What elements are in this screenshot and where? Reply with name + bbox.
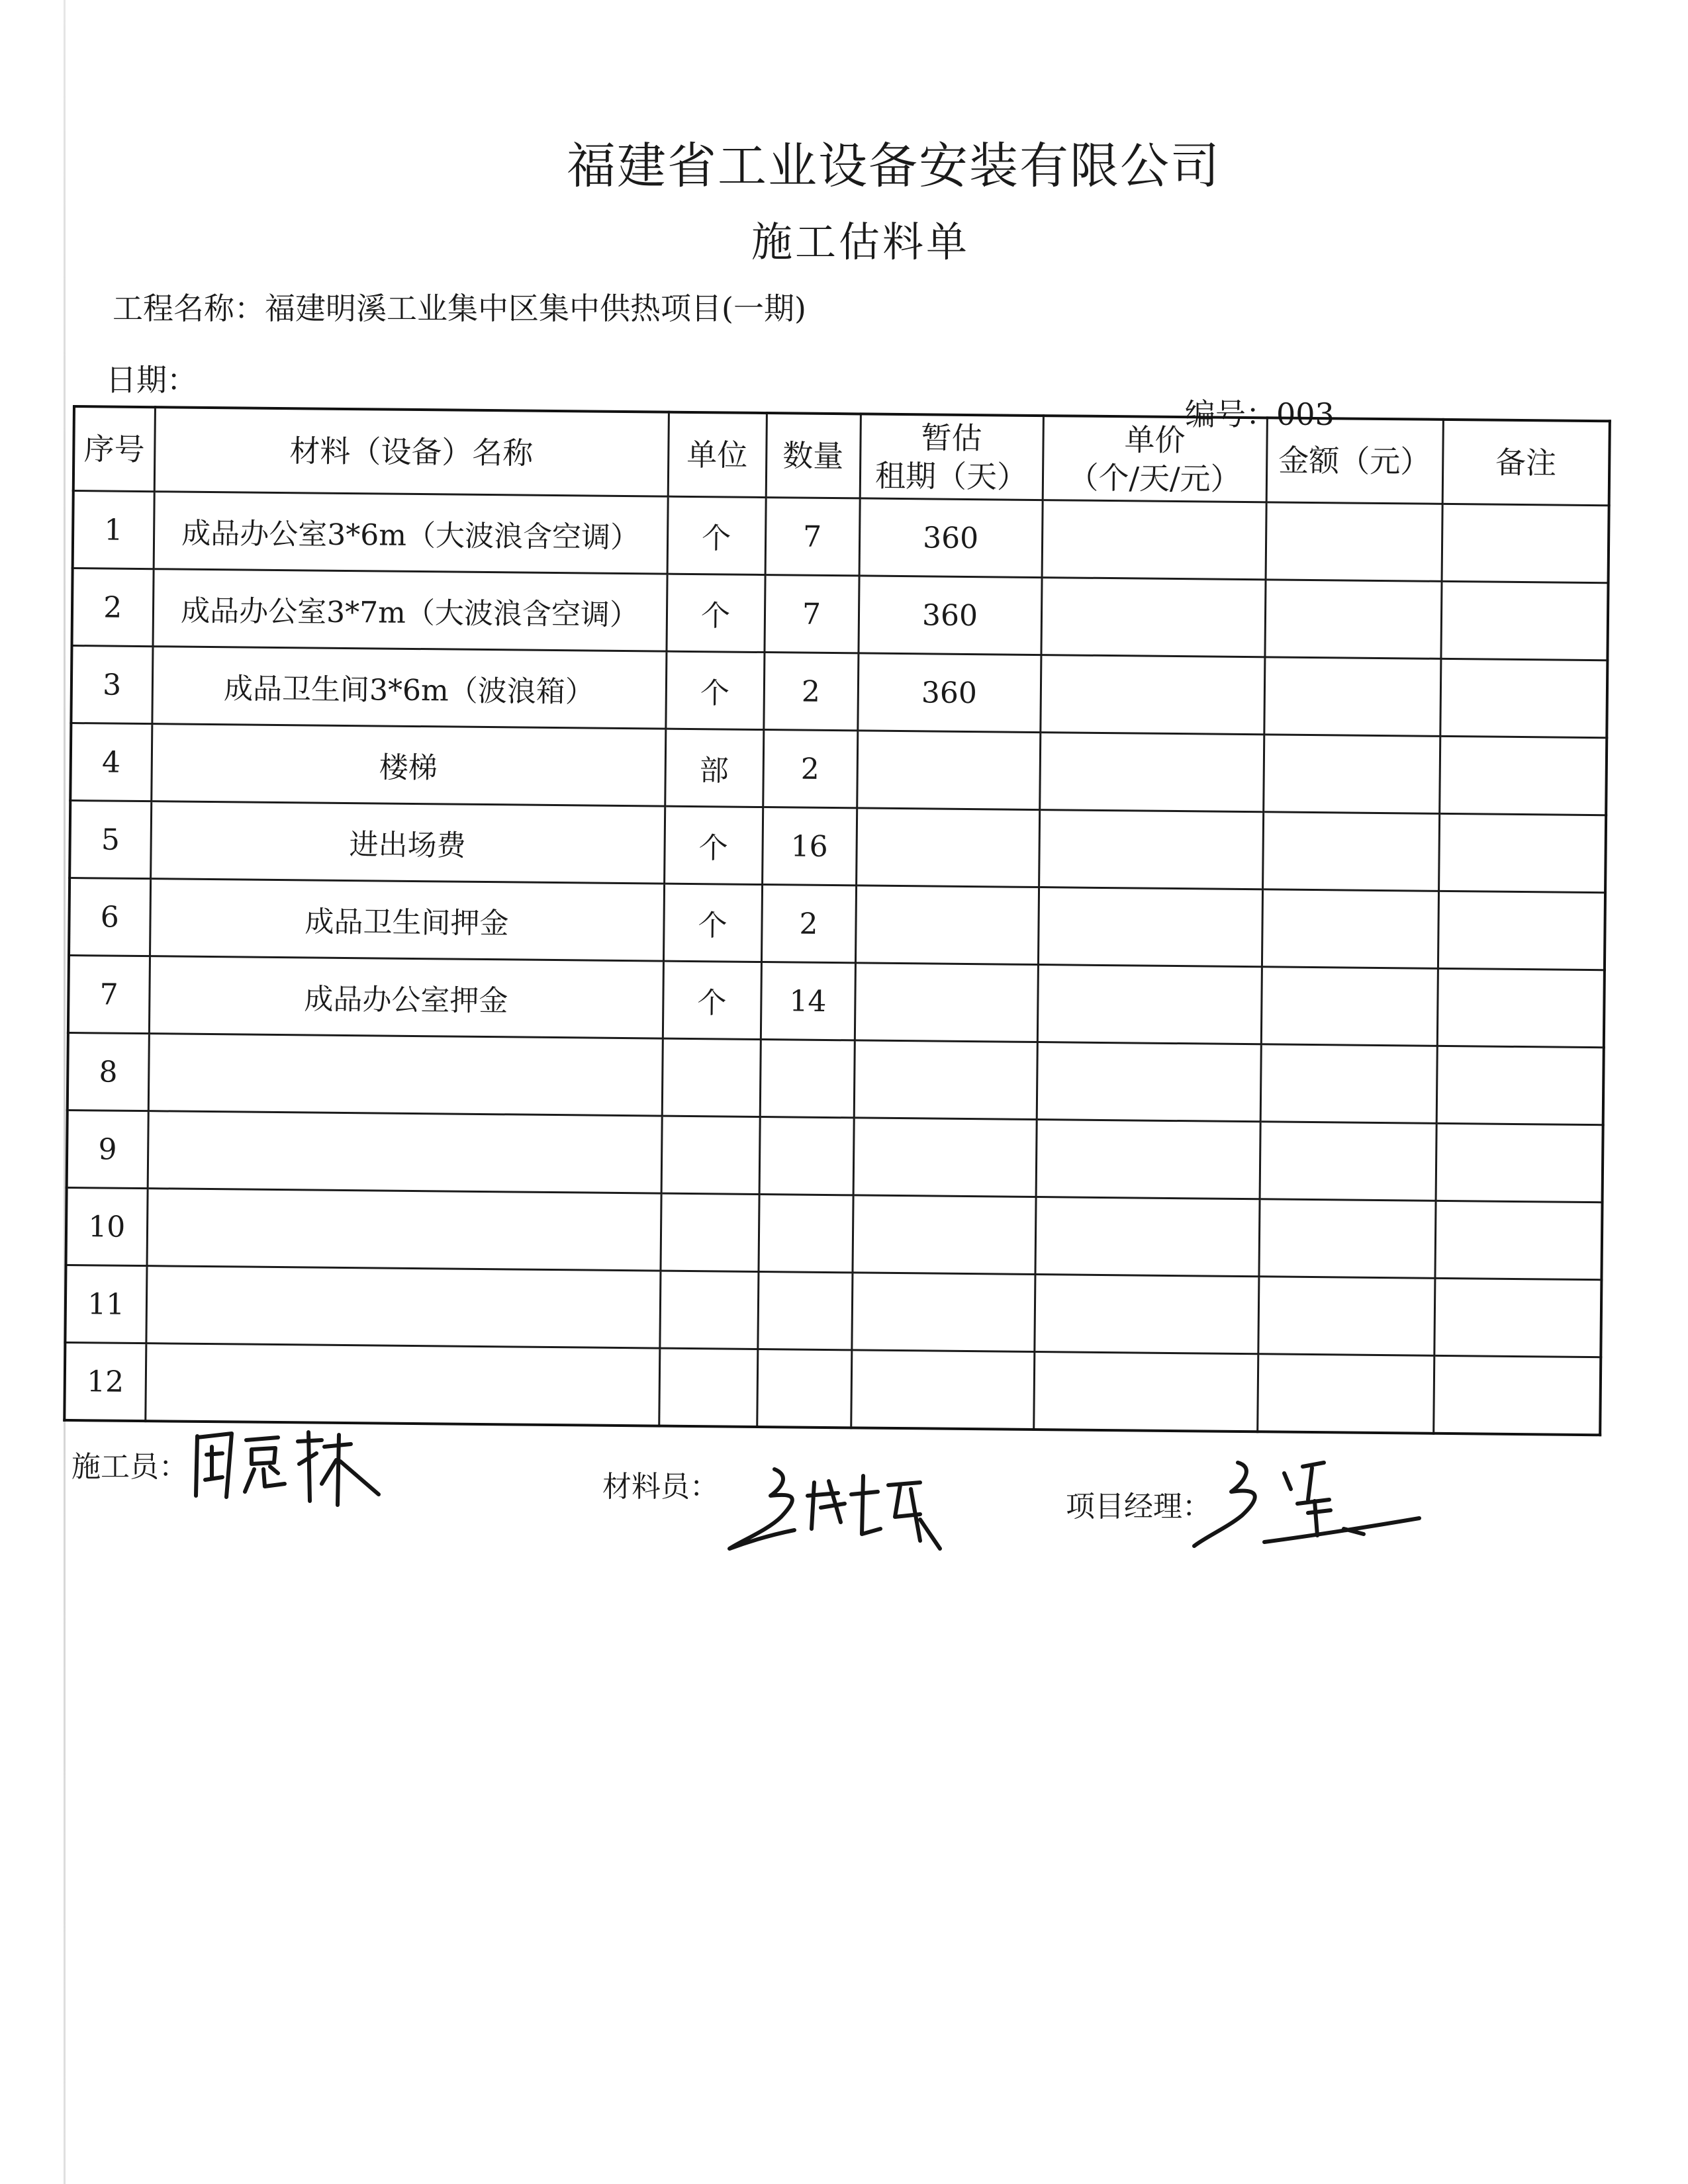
row-price: [1039, 733, 1264, 812]
project-line: [113, 285, 806, 328]
row-period: [853, 1118, 1037, 1197]
row-unit: 个: [664, 806, 763, 884]
row-material-name: [145, 1343, 659, 1426]
row-amount: [1258, 1199, 1435, 1279]
table-row: [70, 800, 1606, 892]
row-material-name: 成品办公室3*6m（大波浪含空调）: [154, 492, 668, 574]
table-row: [72, 569, 1609, 660]
row-period: [854, 1040, 1037, 1120]
material-clerk-label: 材料员：: [602, 1470, 719, 1504]
table-row: [69, 878, 1605, 970]
row-qty: [758, 1195, 853, 1273]
table-row: [71, 646, 1607, 738]
row-material-name: 成品卫生间3*6m（波浪箱）: [152, 647, 666, 729]
row-qty: [757, 1349, 851, 1428]
row-period: [855, 963, 1038, 1042]
col-header-period: [860, 414, 1043, 500]
date-line: [106, 356, 197, 400]
table-header-row: [73, 406, 1610, 506]
row-amount: [1260, 1122, 1436, 1201]
row-material-name: [148, 1034, 663, 1116]
project-name: 福建明溪工业集中区集中供热项目(一期): [265, 291, 806, 326]
row-unit: 个: [663, 961, 761, 1039]
document-title: 施工估料单: [751, 218, 970, 266]
row-remark: [1437, 968, 1605, 1047]
row-remark: [1434, 1201, 1602, 1279]
row-remark: [1439, 736, 1607, 815]
row-period: 360: [858, 576, 1041, 655]
constructor-signature: [185, 1423, 384, 1516]
row-unit: 个: [665, 651, 764, 729]
table-row: [67, 1110, 1603, 1202]
date-label: 日期：: [106, 362, 197, 398]
row-price: [1038, 887, 1262, 967]
row-qty: [757, 1272, 852, 1350]
row-seq: 7: [68, 955, 150, 1033]
row-remark: [1438, 813, 1606, 892]
serial-number: 003: [1276, 396, 1335, 432]
row-period: [857, 731, 1040, 810]
col-header-period-line1: 暂估: [921, 420, 982, 457]
table-row: [64, 1342, 1601, 1435]
row-price: [1034, 1275, 1258, 1354]
row-unit: 个: [666, 574, 765, 652]
row-period: [855, 886, 1039, 965]
serial-label: 编号：: [1185, 396, 1276, 432]
row-price: [1037, 965, 1262, 1044]
col-header-unit: 单位: [668, 412, 767, 498]
row-qty: 2: [763, 730, 857, 808]
row-period: 360: [859, 498, 1043, 578]
row-material-name: [146, 1266, 660, 1348]
row-qty: 2: [761, 885, 856, 963]
row-amount: [1266, 502, 1442, 582]
row-remark: [1436, 1046, 1604, 1124]
row-seq: 2: [72, 569, 154, 647]
row-qty: [759, 1117, 854, 1195]
table-row: [66, 1187, 1603, 1279]
row-period: 360: [857, 653, 1041, 733]
row-qty: [760, 1040, 855, 1118]
row-period: [852, 1195, 1035, 1275]
row-amount: [1264, 580, 1441, 659]
row-seq: 11: [65, 1265, 146, 1343]
table-row: [68, 1032, 1604, 1124]
row-seq: 1: [73, 491, 154, 569]
row-amount: [1260, 1044, 1437, 1124]
row-unit: [659, 1348, 757, 1427]
row-amount: [1263, 735, 1440, 814]
constructor-label: 施工员：: [71, 1450, 188, 1484]
table-row: [73, 491, 1609, 583]
row-qty: 14: [761, 962, 855, 1040]
project-manager-signature: [1192, 1449, 1430, 1562]
row-period: [851, 1273, 1035, 1352]
row-material-name: [147, 1189, 661, 1271]
col-header-remark: 备注: [1442, 420, 1610, 506]
row-unit: 个: [663, 884, 762, 962]
material-clerk-signature: [722, 1456, 960, 1562]
row-remark: [1438, 891, 1605, 970]
row-price: [1033, 1352, 1258, 1432]
row-seq: 9: [67, 1110, 148, 1188]
row-seq: 12: [64, 1342, 146, 1421]
row-qty: 16: [762, 807, 857, 886]
material-table: [63, 405, 1611, 1436]
row-material-name: 成品办公室3*7m（大波浪含空调）: [153, 569, 667, 651]
row-remark: [1436, 1123, 1603, 1202]
col-header-period-line2: 租期（天）: [874, 457, 1028, 495]
scan-edge-shadow: [64, 0, 66, 2184]
project-manager-label: 项目经理：: [1066, 1490, 1211, 1524]
row-remark: [1442, 504, 1609, 582]
row-amount: [1262, 812, 1439, 891]
row-unit: [660, 1193, 759, 1271]
row-material-name: 进出场费: [150, 801, 665, 884]
row-seq: 6: [69, 878, 150, 956]
row-material-name: 成品办公室押金: [149, 956, 663, 1038]
row-remark: [1433, 1355, 1601, 1435]
row-price: [1036, 1120, 1260, 1199]
company-name: 福建省工业设备安装有限公司: [567, 138, 1221, 195]
row-unit: 个: [667, 496, 766, 574]
row-unit: [662, 1038, 761, 1116]
row-material-name: [148, 1111, 662, 1193]
row-price: [1039, 810, 1263, 889]
row-amount: [1261, 967, 1438, 1046]
material-table-wrapper: [63, 405, 1609, 1436]
table-row: [70, 723, 1607, 815]
row-period: [856, 808, 1039, 887]
col-header-price-line2: （个/天/元）: [1068, 459, 1241, 497]
row-qty: 7: [764, 575, 859, 653]
row-amount: [1258, 1277, 1434, 1356]
row-material-name: 成品卫生间押金: [150, 879, 664, 961]
row-amount: [1262, 889, 1438, 969]
row-remark: [1440, 581, 1608, 660]
project-label: 工程名称：: [113, 291, 265, 326]
row-seq: 3: [71, 646, 152, 724]
row-remark: [1434, 1278, 1601, 1357]
col-header-price: [1043, 416, 1267, 502]
row-qty: 7: [765, 498, 860, 576]
col-header-name: 材料（设备）名称: [154, 407, 669, 496]
col-header-seq: 序号: [73, 406, 155, 492]
row-price: [1037, 1042, 1261, 1122]
col-header-qty: 数量: [766, 413, 861, 498]
col-header-price-line1: 单价: [1124, 422, 1186, 459]
row-qty: 2: [763, 653, 858, 731]
row-amount: [1264, 657, 1440, 737]
row-seq: 10: [66, 1187, 148, 1265]
row-price: [1041, 578, 1265, 657]
row-unit: 部: [665, 729, 763, 807]
row-unit: [661, 1116, 760, 1194]
table-row: [68, 955, 1605, 1047]
row-amount: [1257, 1354, 1434, 1433]
row-period: [851, 1350, 1034, 1430]
row-price: [1040, 655, 1264, 735]
row-price: [1035, 1197, 1259, 1277]
row-seq: 5: [70, 800, 151, 878]
col-header-amount: 金额（元）: [1266, 418, 1443, 504]
row-unit: [659, 1271, 758, 1349]
row-remark: [1440, 659, 1607, 737]
table-row: [65, 1265, 1601, 1357]
row-material-name: 楼梯: [151, 724, 665, 806]
row-price: [1042, 500, 1266, 580]
row-seq: 4: [70, 723, 152, 801]
row-seq: 8: [68, 1032, 149, 1111]
